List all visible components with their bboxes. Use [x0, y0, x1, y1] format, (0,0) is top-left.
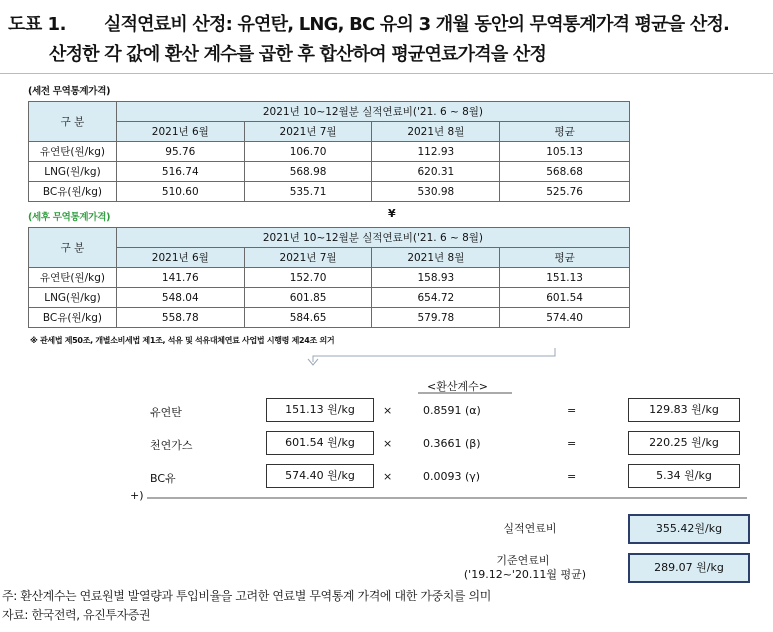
multiply-sign: ×	[383, 404, 393, 417]
table-cell: 620.31	[372, 162, 500, 182]
table2-category-header: 구 분	[29, 228, 117, 268]
base-fuel-cost-period: ('19.12~'20.11월 평균)	[463, 568, 587, 581]
figure-label: 도표 1.	[8, 14, 66, 35]
down-arrow-icon: ¥	[388, 207, 396, 220]
table-cell: 558.78	[116, 308, 244, 328]
figure-title-line-1: 실적연료비 산정: 유연탄, LNG, BC 유의 3 개월 동안의 무역통계가격 평균을 산정.	[104, 14, 730, 35]
fuel-label-bc: BC유	[150, 472, 176, 485]
plus-sign: +)	[130, 489, 144, 502]
actual-fuel-cost-label: 실적연료비	[503, 522, 557, 535]
row-label: BC유(원/kg)	[29, 182, 117, 202]
actual-fuel-cost-box: 355.42원/kg	[628, 514, 750, 544]
fuel-label-coal: 유연탄	[150, 406, 182, 419]
table1-col-avg: 평균	[500, 122, 630, 142]
table-cell: 105.13	[500, 142, 630, 162]
row-label: 유연탄(원/kg)	[29, 268, 117, 288]
table-cell: 525.76	[500, 182, 630, 202]
table1-period-header: 2021년 10~12월분 실적연료비('21. 6 ~ 8월)	[116, 102, 629, 122]
table2-period-header: 2021년 10~12월분 실적연료비('21. 6 ~ 8월)	[116, 228, 629, 248]
equals-sign: =	[567, 437, 577, 450]
equals-sign: =	[567, 404, 577, 417]
legal-basis-note: ※ 관세법 제50조, 개별소비세법 제1조, 석유 및 석유대체연료 사업법 시행령 제24조 의거	[30, 336, 335, 345]
figure-title-line-2: 산정한 각 값에 환산 계수를 곱한 후 합산하여 평균연료가격을 산정	[49, 44, 547, 65]
table1-col-aug: 2021년 8월	[372, 122, 500, 142]
footnote-source: 자료: 한국전력, 유진투자증권	[2, 608, 151, 622]
table2-section-label: (세후 무역통계가격)	[28, 212, 111, 223]
table1-section-label: (세전 무역통계가격)	[28, 86, 111, 97]
lng-price-box: 601.54 원/kg	[266, 431, 374, 455]
table1-category-header: 구 분	[29, 102, 117, 142]
table-cell: 568.98	[244, 162, 372, 182]
table2-col-avg: 평균	[500, 248, 630, 268]
table-cell: 95.76	[116, 142, 244, 162]
base-fuel-cost-label: 기준연료비	[496, 554, 550, 567]
table-cell: 510.60	[116, 182, 244, 202]
coal-result-box: 129.83 원/kg	[628, 398, 740, 422]
coal-coefficient: 0.8591 (α)	[423, 404, 481, 417]
table2-col-jul: 2021년 7월	[244, 248, 372, 268]
table-cell: 584.65	[244, 308, 372, 328]
multiply-sign: ×	[383, 437, 393, 450]
table-cell: 601.85	[244, 288, 372, 308]
table-cell: 601.54	[500, 288, 630, 308]
bc-coefficient: 0.0093 (γ)	[423, 470, 481, 483]
base-fuel-cost-box: 289.07 원/kg	[628, 553, 750, 583]
table1-col-jun: 2021년 6월	[116, 122, 244, 142]
equals-sign: =	[567, 470, 577, 483]
table-cell: 568.68	[500, 162, 630, 182]
table2-col-aug: 2021년 8월	[372, 248, 500, 268]
lng-result-box: 220.25 원/kg	[628, 431, 740, 455]
coal-price-box: 151.13 원/kg	[266, 398, 374, 422]
fuel-label-lng: 천연가스	[150, 439, 193, 452]
row-label: 유연탄(원/kg)	[29, 142, 117, 162]
table2-col-jun: 2021년 6월	[116, 248, 244, 268]
footnote-note: 주: 환산계수는 연료원별 발열량과 투입비율을 고려한 연료별 무역통계 가격에 대한 가중치를 의미	[2, 589, 491, 603]
table-cell: 548.04	[116, 288, 244, 308]
table-cell: 106.70	[244, 142, 372, 162]
coefficient-header: <환산계수>	[427, 380, 488, 393]
table-cell: 530.98	[372, 182, 500, 202]
table-cell: 516.74	[116, 162, 244, 182]
bc-result-box: 5.34 원/kg	[628, 464, 740, 488]
lng-coefficient: 0.3661 (β)	[423, 437, 481, 450]
row-label: LNG(원/kg)	[29, 162, 117, 182]
table-cell: 158.93	[372, 268, 500, 288]
table-cell: 579.78	[372, 308, 500, 328]
multiply-sign: ×	[383, 470, 393, 483]
table-cell: 574.40	[500, 308, 630, 328]
row-label: BC유(원/kg)	[29, 308, 117, 328]
table-cell: 112.93	[372, 142, 500, 162]
table-cell: 141.76	[116, 268, 244, 288]
table1-col-jul: 2021년 7월	[244, 122, 372, 142]
table-cell: 152.70	[244, 268, 372, 288]
table-cell: 535.71	[244, 182, 372, 202]
bc-price-box: 574.40 원/kg	[266, 464, 374, 488]
table-cell: 654.72	[372, 288, 500, 308]
row-label: LNG(원/kg)	[29, 288, 117, 308]
table-cell: 151.13	[500, 268, 630, 288]
